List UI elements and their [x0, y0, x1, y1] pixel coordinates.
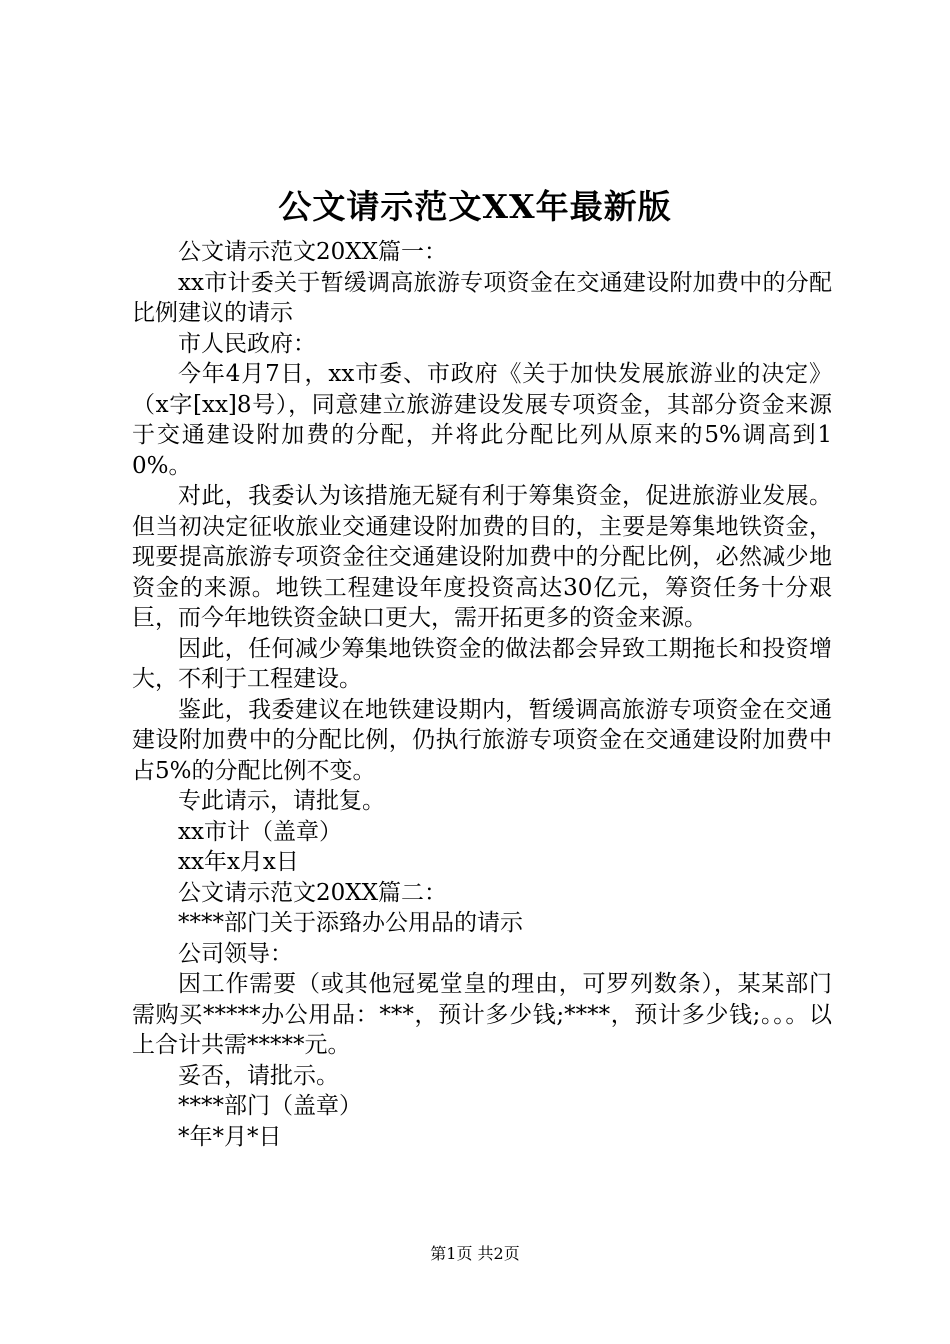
paragraph-date-one: xx年x月x日	[178, 849, 299, 875]
paragraph-signature-two: ****部门（盖章）	[178, 1093, 362, 1119]
paragraph-background: 今年4月7日，xx市委、市政府《关于加快发展旅游业的决定》（x字[xx]8号），同意建立旅游建设发展专项资金，其部分资金来源于交通建设附加费的分配，并将此分配比列从原来的5%调高到10%。	[132, 361, 832, 479]
paragraph-section-one-heading: 公文请示范文20XX篇一：	[178, 239, 448, 265]
paragraph-closing-two: 妥否，请批示。	[178, 1062, 339, 1089]
paragraph-addressee-one: 市人民政府：	[178, 330, 316, 357]
paragraph-recommendation: 鉴此，我委建议在地铁建设期内，暂缓调高旅游专项资金在交通建设附加费中的分配比例，仍执行旅游专项资金在交通建设附加费中占5%的分配比例不变。	[132, 696, 832, 784]
paragraph-closing-one: 专此请示，请批复。	[178, 788, 385, 814]
paragraph-signature-one: xx市计（盖章）	[178, 818, 342, 845]
paragraph-section-two-heading: 公文请示范文20XX篇二：	[178, 879, 448, 906]
paragraph-request-body-two: 因工作需要（或其他冠冕堂皇的理由，可罗列数条），某某部门需购买*****办公用品：***，预计多少钱;****，预计多少钱;。。。以上合计共需*****元。	[132, 971, 832, 1058]
paragraph-addressee-two: 公司领导：	[178, 940, 293, 967]
document-body	[132, 237, 832, 1152]
document-title: 公文请示范文XX年最新版	[278, 187, 672, 226]
paragraph-consequence: 因此，任何减少筹集地铁资金的做法都会异致工期拖长和投资增大，不利于工程建设。	[132, 635, 832, 692]
paragraph-request-title-two: ****部门关于添臵办公用品的请示	[178, 910, 523, 936]
paragraph-analysis: 对此，我委认为该措施无疑有利于筹集资金，促进旅游业发展。但当初决定征收旅业交通建设附加费的目的，主要是筹集地铁资金，现要提高旅游专项资金往交通建设附加费中的分配比例，必然减少地资金的来源。地铁工程建设年度投资高达30亿元，筹资任务十分艰巨，而今年地铁资金缺口更大，需开拓更多的资金来源。	[132, 483, 832, 631]
paragraph-request-title-one: xx市计委关于暂缓调高旅游专项资金在交通建设附加费中的分配比例建议的请示	[132, 269, 832, 326]
paragraph-date-two: *年*月*日	[178, 1123, 282, 1150]
page-number-footer: 第1页 共2页	[430, 1244, 520, 1263]
